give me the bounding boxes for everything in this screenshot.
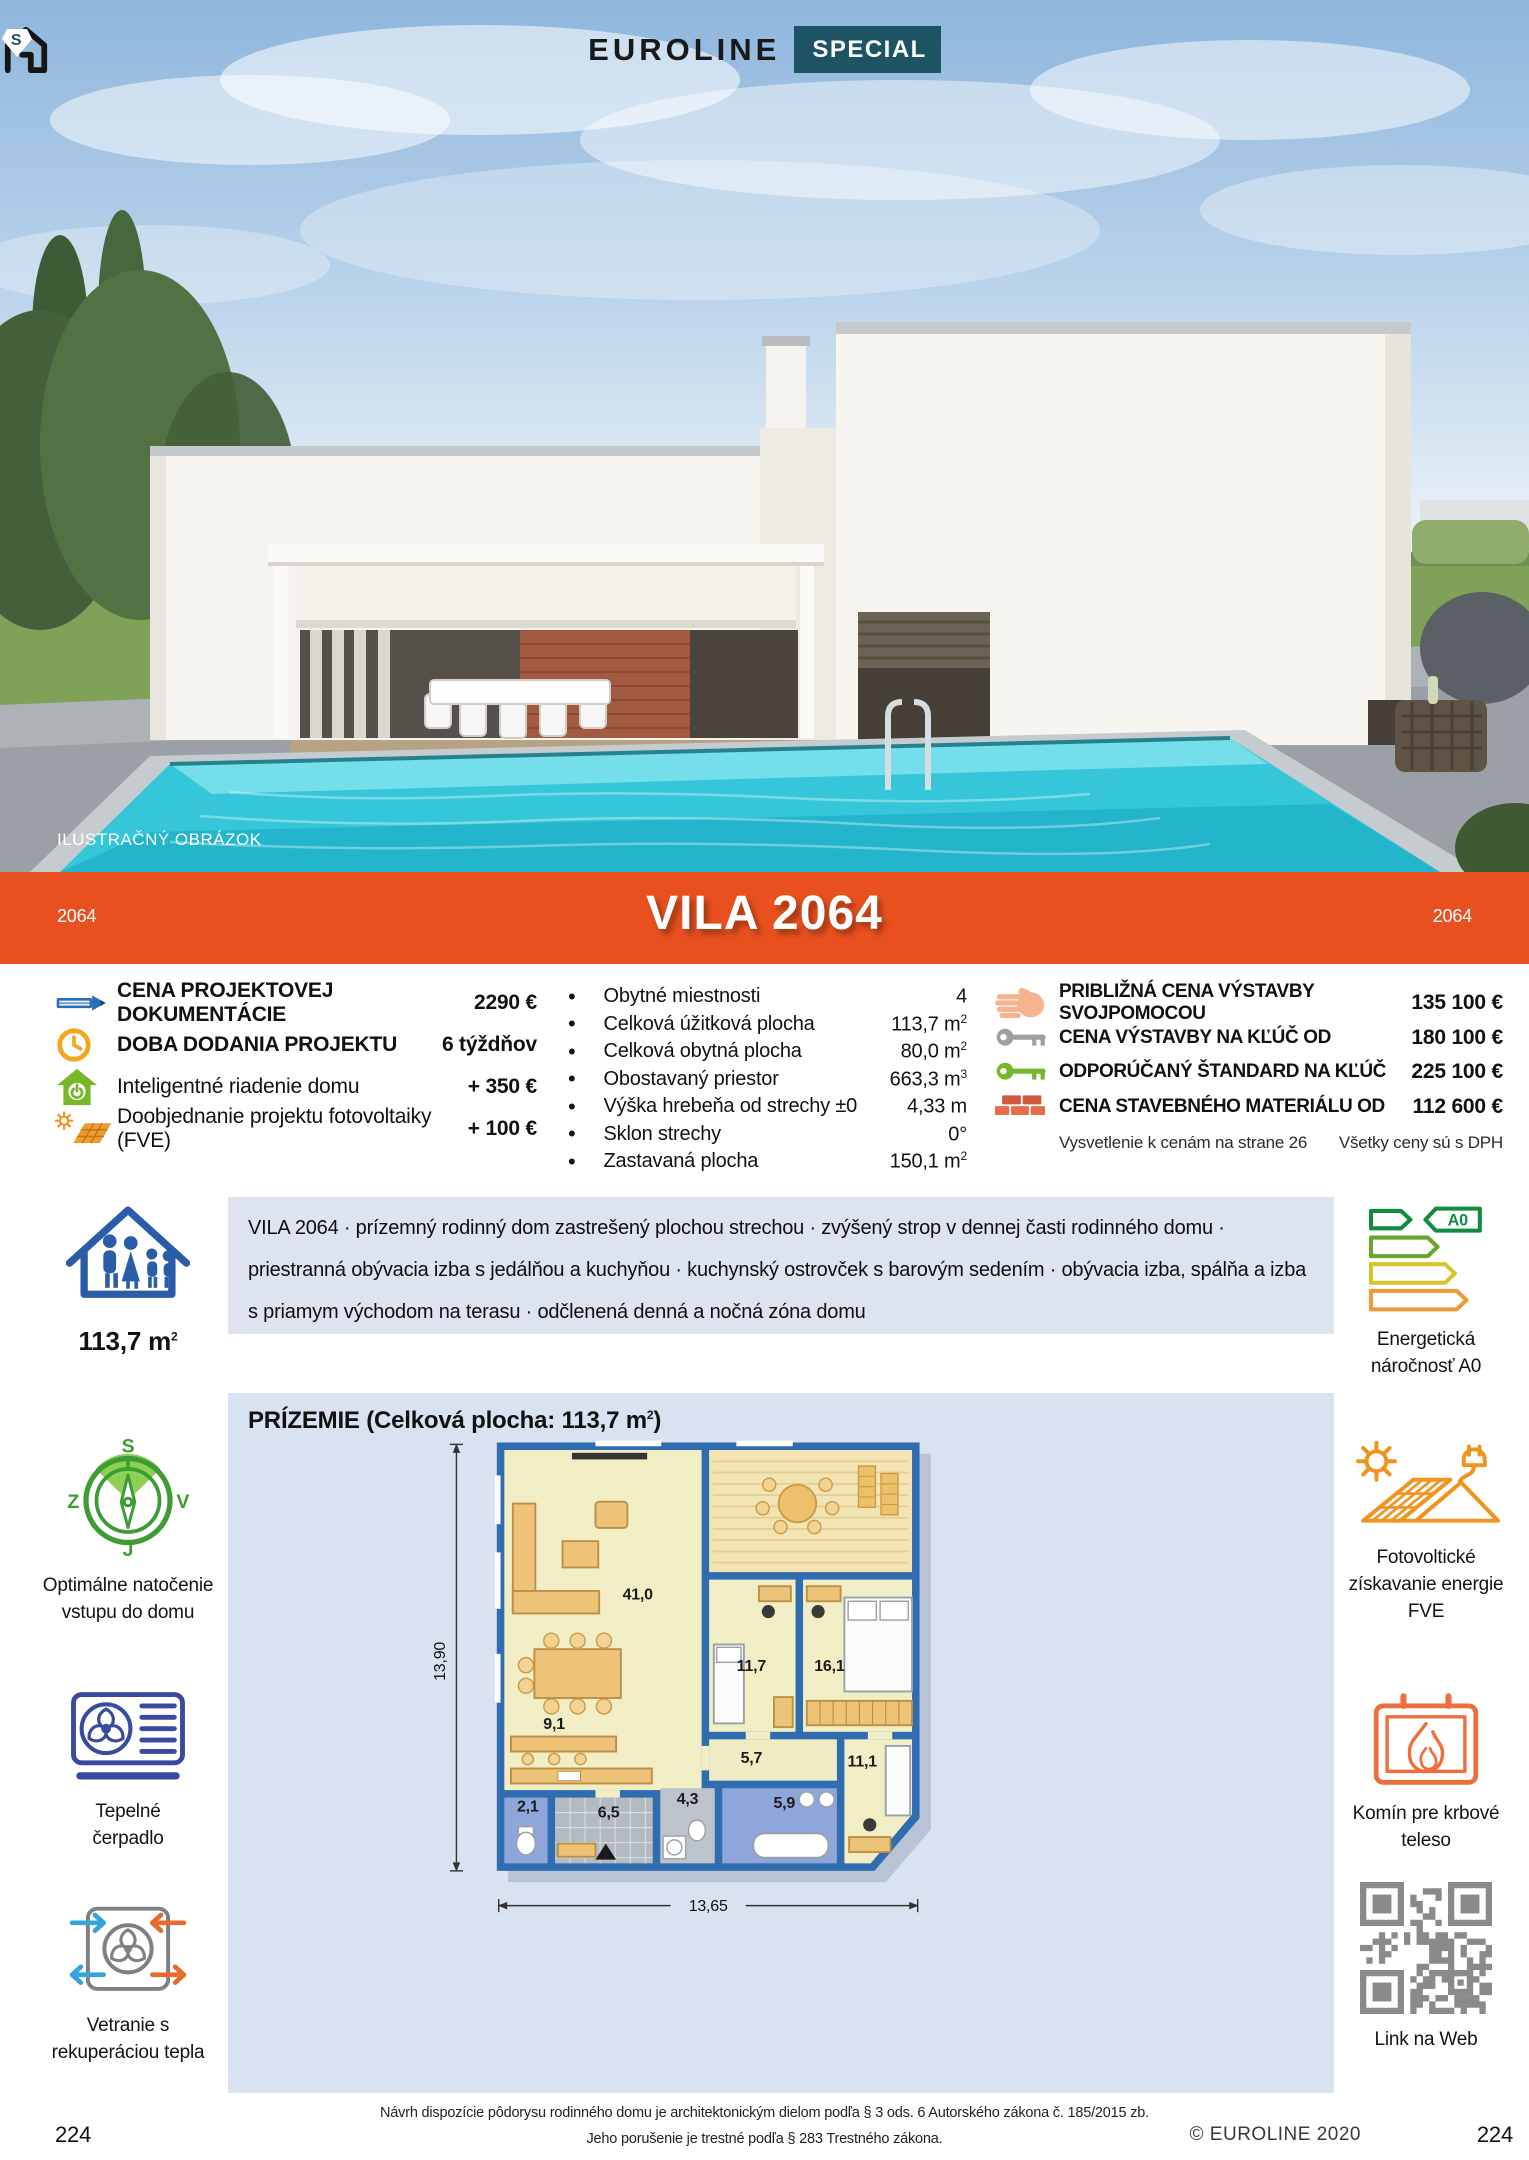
diamond-s-icon [0,26,34,59]
heat-pump-icon [67,1686,189,1786]
fireplace-chimney-icon [1368,1692,1484,1788]
room-area-label: 41,0 [622,1586,653,1604]
spec-label: CENA VÝSTAVBY NA KĽÚČ OD [1059,1026,1331,1048]
solar-addon-icon [55,1111,117,1147]
spec-value: 180 100 € [1411,1025,1503,1049]
sidebar-label: Link na Web [1374,2029,1478,2050]
qr-code-icon [1360,1882,1492,2014]
spec-label: Inteligentné riadenie domu [117,1075,360,1098]
house-family-icon [64,1198,192,1310]
spec-label: • Celková obytná plocha [603,1040,802,1063]
room-area-label: 11,7 [736,1657,767,1675]
spec-value: 225 100 € [1411,1060,1503,1084]
spec-value: + 350 € [467,1075,537,1098]
spec-row [562,1066,967,1094]
spec-label: • Sklon strechy [603,1122,721,1145]
ventilation-recuperation-icon [69,1896,187,2000]
sidebar-label: Tepelné čerpadlo [92,1801,164,1849]
price-note-right: Všetky ceny sú s DPH [1338,1133,1503,1152]
spec-label: • Výška hrebeňa od strechy ±0 [603,1095,858,1118]
brand-name: EUROLINE [588,31,781,67]
page-number-right: 224 [1476,2122,1513,2147]
sidebar-item-compass [38,1438,218,1626]
floorplan-panel [228,1393,1334,2093]
room-area-label: 9,1 [543,1716,565,1734]
energy-label-icon [1365,1204,1487,1314]
specs-middle-column [562,983,967,1176]
bricks-icon [995,1093,1059,1121]
svg-text:V: V [176,1491,190,1513]
spec-row [55,1024,537,1066]
price-notes [995,1133,1503,1153]
svg-text:S: S [121,1438,135,1458]
spec-value: 150,1 $m^2$ [889,1149,967,1174]
sidebar-item-area [38,1198,218,1357]
specs-left-column [55,979,537,1152]
pencil-icon [55,990,117,1016]
photovoltaics-icon [1350,1438,1502,1532]
spec-row [55,1105,537,1152]
key-green-icon [995,1059,1059,1085]
sidebar-label: Vetranie s rekuperáciou tepla [51,2015,205,2063]
spec-label: PRIBLIŽNÁ CENA VÝSTAVBY SVOJPOMOCOU [1059,981,1315,1025]
house-description: VILA 2064 · prízemný rodinný dom zastrešený plochou strechou · zvýšený strop v dennej časti rodinného domu · priestranná obývacia izba s jedálňou a kuchyňou · kuchynský ostrovček s barovým sedením · obývacia izba, spálňa a izba s priamym východom na terasu · odčlenená denná a nočná zóna domu [228,1197,1334,1334]
spec-value: 4,33 m [907,1096,967,1119]
specs-right-column [995,981,1503,1153]
sidebar-item-qr [1336,1882,1516,2053]
spec-value: 2290 € [473,991,537,1014]
sidebar-label: Fotovoltické získavanie energie FVE [1348,1547,1504,1622]
copyright: © EUROLINE 2020 [1189,2124,1361,2145]
model-code-left: 2064 [57,906,97,926]
sidebar-item-energy [1336,1204,1516,1380]
spec-row [562,1011,967,1039]
spec-value: + 100 € [467,1117,537,1140]
page-number-left: 224 [55,2122,92,2147]
room-area-label: 6,5 [597,1804,620,1822]
title-banner [0,872,1529,964]
price-note-left: Vysvetlenie k cenám na strane 26 [1059,1133,1308,1152]
spec-value: 6 týždňov [441,1033,537,1056]
total-area-label: 113,7 $m^2$ [78,1326,178,1356]
spec-value: 113,7 $m^2$ [891,1011,967,1036]
page-title: VILA 2064 [646,887,883,940]
svg-text:A0: A0 [1447,1211,1469,1230]
sidebar-item-ventilation [38,1896,218,2066]
room-area-label: 2,1 [517,1798,539,1816]
spec-value: 135 100 € [1411,991,1503,1015]
sidebar-item-heatpump [38,1686,218,1852]
spec-row [995,981,1503,1025]
hand-icon [995,986,1059,1020]
spec-row [562,1121,967,1149]
spec-label: • Obytné miestnosti [603,985,761,1008]
spec-value: 0° [948,1123,967,1146]
spec-row [995,1021,1503,1056]
spec-label: • Zastavaná plocha [603,1150,759,1173]
legal-text: Návrh dispozície pôdorysu rodinného domu je architektonickým dielom podľa § 3 ods. 6 Autorského zákona č. 185/2015 zb. Jeho porušenie je trestné podľa § 283 Trestného zákona. [380,2105,1149,2147]
spec-label: DOBA DODANIA PROJEKTU [117,1033,398,1056]
house-photo [0,0,1529,872]
spec-value: 112 600 € [1412,1094,1503,1118]
svg-text:J: J [122,1539,134,1560]
house-photo-illustration [0,0,1529,872]
sidebar-item-fireplace [1336,1692,1516,1854]
spec-value: 663,3 $m^3$ [889,1066,967,1091]
spec-row [562,1093,967,1121]
spec-row [562,1038,967,1066]
compass-icon [65,1438,191,1560]
spec-label: • Obostavaný priestor [603,1067,779,1090]
room-area-label: 5,7 [740,1749,763,1767]
spec-row [995,1090,1503,1125]
floorplan-drawing [370,1419,990,1931]
spec-row [562,1148,967,1176]
smart-home-icon [55,1067,117,1107]
spec-row [562,983,967,1011]
sidebar-label: Energetická náročnosť A0 [1370,1329,1482,1377]
spec-label: ODPORÚČANÝ ŠTANDARD NA KĽÚČ [1059,1061,1386,1083]
floorplan-title: PRÍZEMIE (Celková plocha: 113,7 $m^2$) [248,1407,662,1434]
brand-bar [0,26,1529,73]
spec-label: CENA STAVEBNÉHO MATERIÁLU OD [1059,1095,1385,1117]
dimension-height-label: 13,90 [432,1641,450,1681]
model-code-right: 2064 [1432,906,1472,926]
sidebar-label: Komín pre krbové teleso [1352,1803,1500,1851]
sidebar-label: Optimálne natočenie vstupu do domu [42,1575,214,1623]
spec-row [995,1055,1503,1090]
sidebar-item-fve [1336,1438,1516,1625]
spec-value: 80,0 $m^2$ [900,1039,967,1064]
dimension-width-label: 13,65 [688,1898,728,1916]
room-area-label: 16,1 [814,1657,845,1675]
spec-label: Doobjednanie projektu fotovoltaiky (FVE) [117,1105,432,1152]
spec-row [55,979,537,1026]
special-badge-label: SPECIAL [812,35,927,63]
room-area-label: 5,9 [773,1794,796,1812]
svg-text:Z: Z [67,1491,80,1513]
spec-value: 4 [956,986,967,1009]
svg-text:S: S [10,32,24,49]
room-area-label: 11,1 [847,1753,877,1771]
clock-icon [55,1026,117,1064]
spec-row [55,1066,537,1108]
spec-label: CENA PROJEKTOVEJ DOKUMENTÁCIE [117,979,334,1026]
key-gray-icon [995,1025,1059,1051]
room-area-label: 4,3 [676,1791,699,1809]
spec-label: • Celková úžitková plocha [603,1012,815,1035]
photo-caption: ILUSTRAČNÝ OBRÁZOK [57,830,262,849]
